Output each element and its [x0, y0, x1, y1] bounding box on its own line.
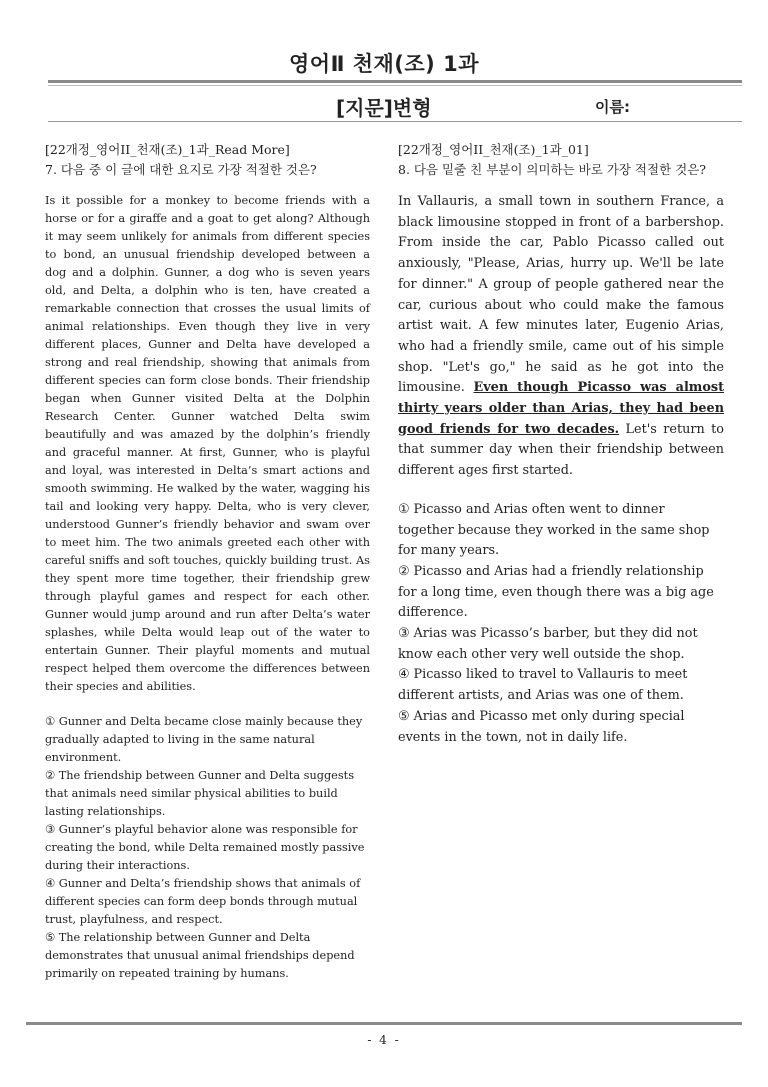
right-column	[398, 140, 724, 748]
question-8-passage	[398, 192, 724, 482]
underlined-sentence: Even though Picasso was almost thirty years older than Arias, they had been good friends for two decades.	[398, 380, 724, 437]
choice-1[interactable]: ① Picasso and Arias often went to dinner together because they worked in the same shop for many years.	[398, 501, 710, 559]
choice-5[interactable]: ⑤ The relationship between Gunner and Delta demonstrates that unusual animal friendships depend primarily on repeated training by humans.	[45, 931, 355, 980]
top-rule-thin	[48, 85, 742, 86]
question-7-choices	[45, 713, 370, 983]
choice-3[interactable]: ③ Arias was Picasso’s barber, but they did not know each other very well outside the shop.	[398, 626, 698, 662]
question-7-passage: Is it possible for a monkey to become friends with a horse or for a giraffe and a goat to get along? Although it may seem unlikely for animals from different species to bond, an unusual friendship developed between a dog and a dolphin. Gunner, a dog who is seven years old, and Delta, a dolphin who is ten, have created a remarkable connection that crosses the usual limits of animal relationships. Even though they live in very different places, Gunner and Delta have developed a strong and real friendship, showing that animals from different species can form close bonds. Their friendship began when Gunner visited Delta at the Dolphin Research Center. Gunner watched Delta swim beautifully and was amazed by the dolphin’s friendly and graceful manner. At first, Gunner, who is playful and loyal, was interested in Delta’s smart actions and smooth swimming. He walked by the water, wagging his tail and looking very happy. Delta, who is very clever, understood Gunner’s friendly behavior and swam over to meet him. The two animals greeted each other with careful sniffs and soft touches, quickly building trust. As they spent more time together, their friendship grew through playful games and respect for each other. Gunner would jump around and run after Delta’s water splashes, while Delta would leap out of the water to entertain Gunner. Their playful moments and mutual respect helped them overcome the differences between their species and abilities.	[45, 194, 370, 693]
choice-4[interactable]: ④ Picasso liked to travel to Vallauris to meet different artists, and Arias was one of them.	[398, 667, 688, 704]
choice-2[interactable]: ② The friendship between Gunner and Delta suggests that animals need similar physical abilities to build lasting relationships.	[45, 769, 355, 818]
question-7-source: [22개정_영어II_천재(조)_1과_Read More]	[45, 142, 290, 157]
passage-text-after: Let's return to that summer day when their friendship between different ages first started.	[398, 421, 724, 479]
question-8-prompt: 8. 다음 밑줄 친 부분이 의미하는 바로 가장 적절한 것은?	[398, 162, 706, 177]
choice-4[interactable]: ④ Gunner and Delta’s friendship shows that animals of different species can form deep bonds through mutual trust, playfulness, and respect.	[45, 877, 361, 926]
passage-text-before: In Vallauris, a small town in southern France, a black limousine stopped in front of a barbershop. From inside the car, Pablo Picasso called out anxiously, "Please, Arias, hurry up. We'll be late for dinner." A group of people gathered near the car, curious about who could make the famous artist wait. A few minutes later, Eugenio Arias, who had a friendly smile, came out of his simple shop. "Let's go," he said as he got into the limousine.	[398, 194, 724, 396]
name-label: 이름:	[595, 98, 630, 116]
choice-5[interactable]: ⑤ Arias and Picasso met only during special events in the town, not in daily life.	[398, 708, 685, 745]
page-title: 영어Ⅱ 천재(조) 1과	[289, 52, 479, 76]
choice-3[interactable]: ③ Gunner’s playful behavior alone was responsible for creating the bond, while Delta remained mostly passive during their interactions.	[45, 823, 365, 872]
question-8-choices	[398, 500, 724, 748]
question-8-source: [22개정_영어II_천재(조)_1과_01]	[398, 142, 589, 157]
page-subtitle: [지문]변형	[336, 96, 432, 120]
header-rule	[48, 121, 742, 122]
left-column	[45, 140, 370, 983]
question-7-prompt: 7. 다음 중 이 글에 대한 요지로 가장 적절한 것은?	[45, 162, 317, 177]
top-rule	[48, 80, 742, 83]
page-number: - 4 -	[367, 1033, 401, 1047]
choice-1[interactable]: ① Gunner and Delta became close mainly because they gradually adapted to living in the same natural environment.	[45, 715, 363, 764]
choice-2[interactable]: ② Picasso and Arias had a friendly relationship for a long time, even though there was a big age difference.	[398, 563, 714, 621]
footer-rule	[26, 1022, 742, 1025]
